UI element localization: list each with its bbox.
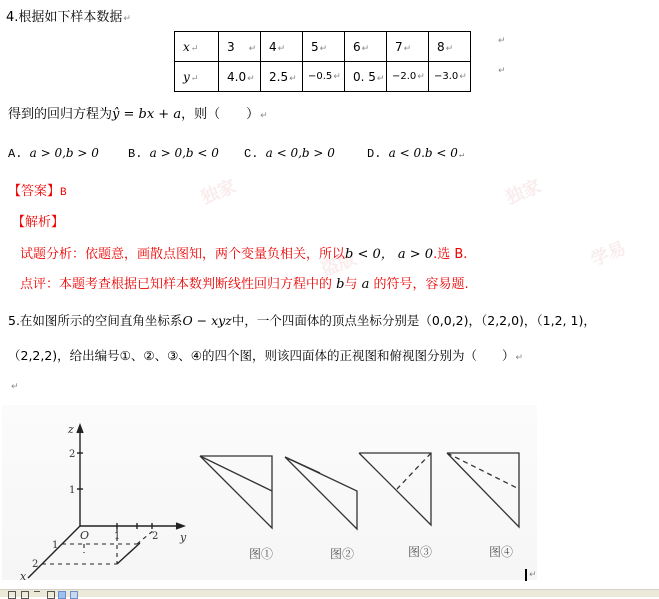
table-row-x — [175, 32, 471, 62]
svg-text:2: 2 — [32, 559, 39, 570]
caption-4: 图④ — [489, 545, 514, 559]
svg-text:1: 1 — [114, 531, 121, 542]
y-cell: 2.5↵ — [261, 62, 303, 92]
analysis-text: 试题分析：依题意，画散点图知，两个变量负相关，所以b < 0， a > 0.选 B. — [20, 247, 468, 262]
origin-label: O — [80, 529, 90, 542]
reading-view-icon[interactable] — [58, 591, 66, 599]
q4-title: 4.根据如下样本数据↵ — [6, 10, 131, 25]
view-4 — [447, 453, 519, 527]
watermark: 独家 — [197, 175, 240, 209]
q5-line2: （2,2,2)，给出编号①、②、③、④的四个图，则该四面体的正视图和俯视图分别为（ ）↵ — [8, 348, 524, 363]
watermark: 学易 — [587, 237, 630, 271]
text-cursor — [525, 569, 527, 581]
answer-line: 【答案】B — [8, 184, 67, 199]
caption-2: 图② — [330, 547, 355, 561]
q4-prompt: 得到的回归方程为ŷ = bx + a，则（ ）↵ — [8, 107, 268, 122]
q4-option-c: C. a < 0,b > 0 — [244, 146, 335, 161]
empty-paragraph-mark: ↵ — [11, 382, 19, 392]
y-cell: −0.5↵ — [303, 62, 345, 92]
q5-line1: 5.在如图所示的空间直角坐标系O − xyz中，一个四面体的顶点坐标分别是（0,0,2)，（2,2,0)，（1,2, 1)， — [8, 313, 596, 328]
analysis-heading: 【解析】 — [12, 215, 65, 230]
y-cell: 4.0↵ — [219, 62, 261, 92]
x-cell: 8↵ — [429, 32, 471, 62]
web-view-icon[interactable] — [21, 591, 29, 599]
svg-text:1: 1 — [69, 485, 76, 496]
sample-data-table — [174, 31, 471, 92]
x-header: x↵ — [175, 32, 219, 62]
x-cell: 6↵ — [345, 32, 387, 62]
view-2 — [285, 457, 357, 529]
watermark: 盗版 — [317, 247, 360, 281]
outline-view-icon[interactable] — [47, 591, 55, 599]
q4-option-d: D. a < 0.b < 0↵ — [367, 146, 465, 161]
z-axis-label: z — [68, 423, 74, 436]
q4-option-b: B. a > 0,b < 0 — [128, 146, 219, 161]
row-end-mark: ↵ — [498, 36, 506, 46]
table-row-y — [175, 62, 471, 92]
x-axis-label: x — [20, 570, 27, 580]
svg-text:2: 2 — [152, 531, 159, 542]
y-cell: −2.0↵ — [387, 62, 429, 92]
caption-3: 图③ — [408, 545, 433, 559]
more-views-icon[interactable] — [70, 591, 78, 599]
x-cell: 3 ↵ — [219, 32, 261, 62]
y-cell: −3.0↵ — [429, 62, 471, 92]
regression-equation: ŷ = bx + a — [112, 107, 182, 122]
watermark: 独家 — [502, 175, 545, 209]
paragraph-mark: ↵ — [529, 570, 537, 580]
row-end-mark: ↵ — [498, 66, 506, 76]
y-cell: 0. 5↵ — [345, 62, 387, 92]
x-cell: 4↵ — [261, 32, 303, 62]
x-cell: 5↵ — [303, 32, 345, 62]
y-axis-label: y — [180, 531, 187, 544]
y-header: y↵ — [175, 62, 219, 92]
coordinate-system: O − xyz — [182, 313, 232, 328]
normal-view-icon[interactable] — [8, 591, 16, 599]
view-1 — [200, 456, 272, 528]
comment-text: 点评：本题考查根据已知样本数判断线性回归方程中的 b与 a 的符号，容易题. — [20, 277, 469, 292]
view-3 — [359, 453, 431, 525]
print-view-icon[interactable] — [34, 591, 40, 598]
svg-text:1: 1 — [52, 540, 59, 551]
q4-option-a: A. a > 0,b > 0 — [8, 146, 99, 161]
caption-1: 图① — [249, 547, 274, 561]
svg-text:2: 2 — [69, 449, 76, 460]
x-cell: 7↵ — [387, 32, 429, 62]
figure-image — [2, 405, 537, 580]
